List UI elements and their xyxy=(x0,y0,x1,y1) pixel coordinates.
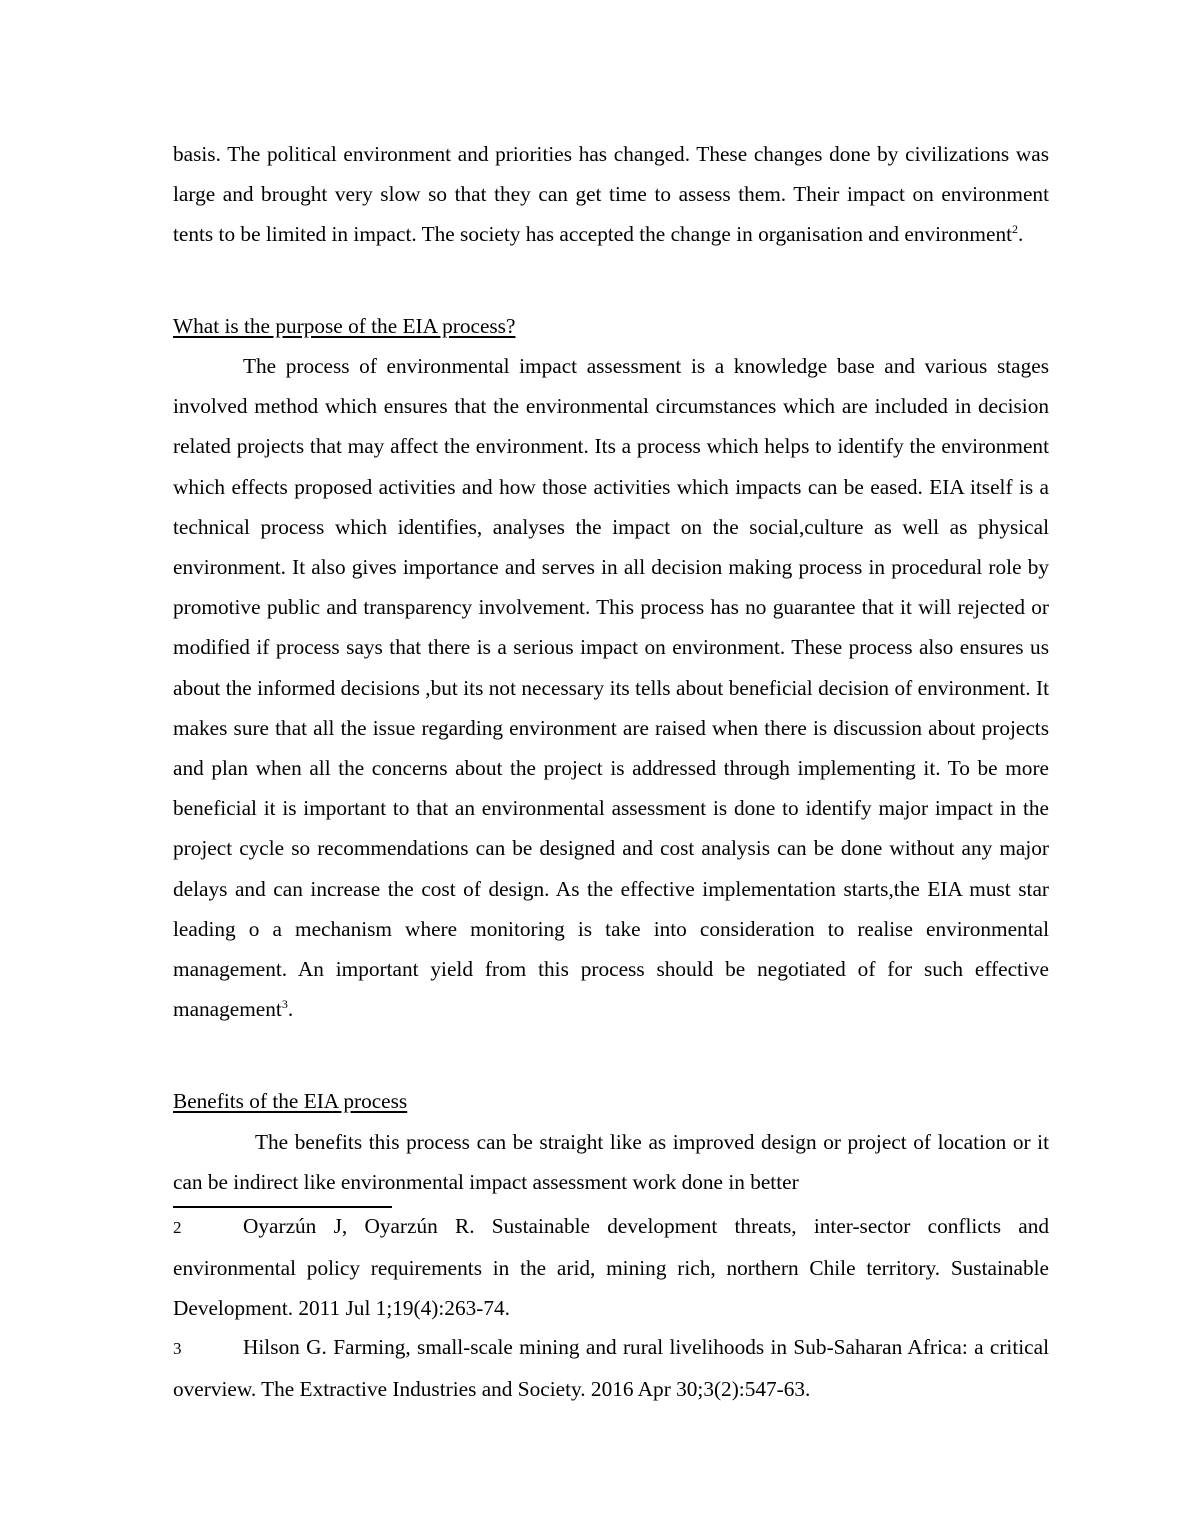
section-heading-purpose: What is the purpose of the EIA process? xyxy=(173,314,516,338)
footnote-ref-3[interactable]: 3 xyxy=(281,997,288,1012)
paragraph-purpose-end: . xyxy=(287,997,294,1022)
section-heading-benefits: Benefits of the EIA process xyxy=(173,1089,408,1113)
footnote-3-text: Hilson G. Farming, small-scale mining and rural livelihoods in Sub-Saharan Africa: a critical overview. The Extractive Industries and Society. 2016 Apr 30;3(2):547-63. xyxy=(173,1335,1049,1402)
footnote-3-number: 3 xyxy=(173,1339,182,1358)
footnote-2-number: 2 xyxy=(173,1218,182,1237)
footnote-ref-2[interactable]: 2 xyxy=(1012,222,1019,237)
paragraph-purpose-text: The process of environmental impact assessment is a knowledge base and various stages involved method which ensures that the environmental circumstances which are included in decision related projects that may affect the environment. Its a process which helps to identify the environment which effects proposed activities and how those activities which impacts can be eased. EIA itself is a technical process which identifies, analyses the impact on the social,culture as well as physical environment. It also gives importance and serves in all decision making process in procedural role by promotive public and transparency involvement. This process has no guarantee that it will rejected or modified if process says that there is a serious impact on environment. These process also ensures us about the informed decisions ,but its not necessary its tells about beneficial decision of environment. It makes sure that all the issue regarding environment are raised when there is discussion about projects and plan when all the concerns about the project is addressed through implementing it. To be more beneficial it is important to that an environmental assessment is done to identify major impact in the project cycle so recommendations can be designed and cost analysis can be done without any major delays and can increase the cost of design. As the effective implementation starts,the EIA must star leading o a mechanism where monitoring is take into consideration to realise environmental management. An important yield from this process should be negotiated of for such effective management xyxy=(173,354,1049,1022)
footnote-2-text: Oyarzún J, Oyarzún R. Sustainable development threats, inter-sector conflicts and environmental policy requirements in the arid, mining rich, northern Chile territory. Sustainable Development. 2011 Jul 1;19(4):263-74. xyxy=(173,1214,1049,1321)
footnote-2 xyxy=(173,1206,1049,1329)
paragraph-intro-text: basis. The political environment and priorities has changed. These changes done by civilizations was large and brought very slow so that they can get time to assess them. Their impact on environment tents to be limited in impact. The society has accepted the change in organisation and environment xyxy=(173,142,1049,247)
paragraph-intro-end: . xyxy=(1018,222,1024,247)
footnote-3 xyxy=(173,1327,1049,1409)
paragraph-purpose xyxy=(173,346,1049,1029)
paragraph-benefits: The benefits this process can be straight like as improved design or project of location or it can be indirect like environmental impact assessment work done in better xyxy=(173,1130,1049,1195)
paragraph-intro xyxy=(173,134,1049,255)
